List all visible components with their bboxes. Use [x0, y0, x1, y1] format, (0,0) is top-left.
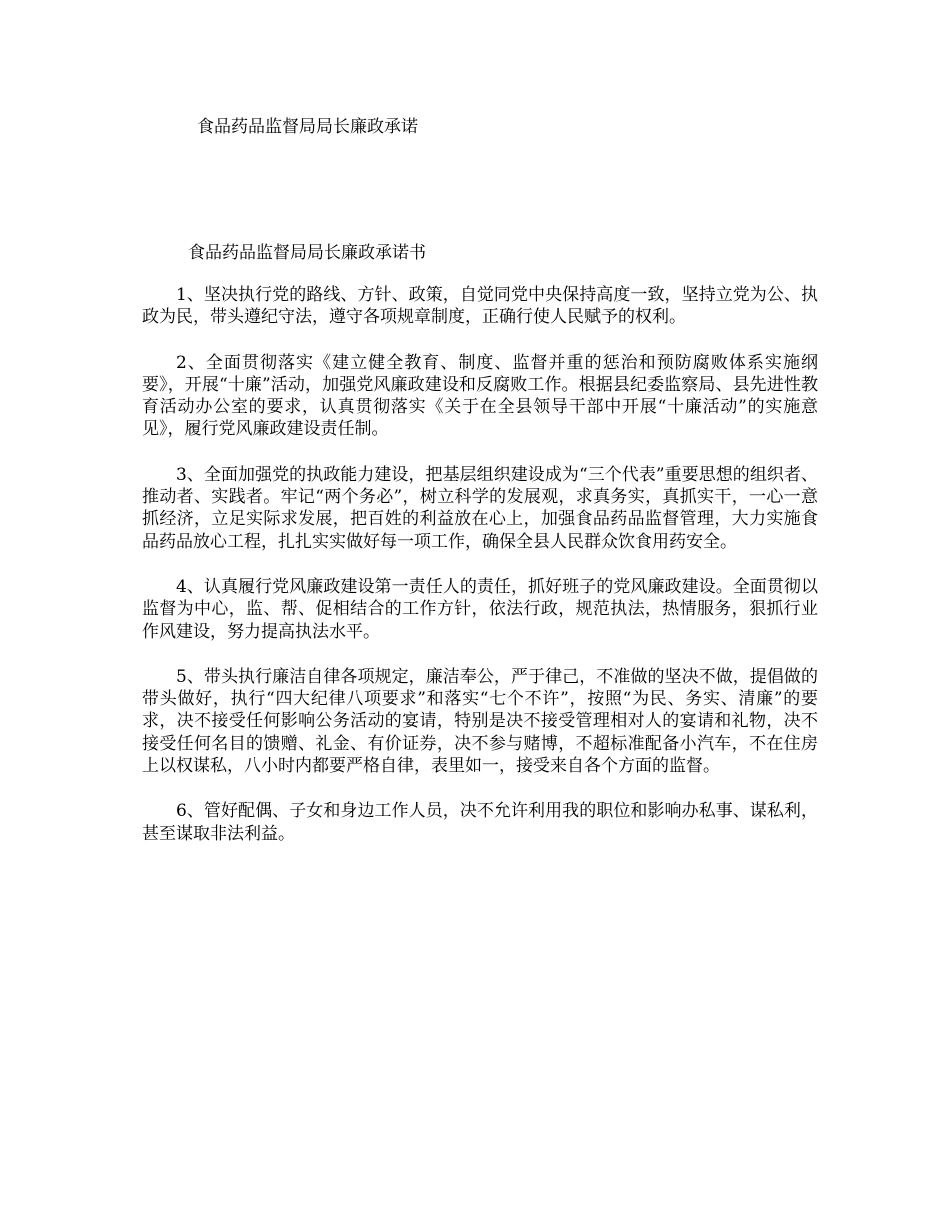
document-subtitle: 食品药品监督局局长廉政承诺书 [188, 243, 426, 263]
paragraph-6: 6、管好配偶、子女和身边工作人员，决不允许利用我的职位和影响办私事、谋私利，甚至谋取非法利益。 [142, 801, 818, 844]
paragraph-1: 1、坚决执行党的路线、方针、政策，自觉同党中央保持高度一致，坚持立党为公、执政为民，带头遵纪守法，遵守各项规章制度，正确行使人民赋予的权利。 [142, 285, 818, 328]
paragraph-4: 4、认真履行党风廉政建设第一责任人的责任，抓好班子的党风廉政建设。全面贯彻以监督为中心，监、帮、促相结合的工作方针，依法行政，规范执法，热情服务，狠抓行业作风建设，努力提高执法水平。 [142, 576, 818, 642]
document-body [142, 284, 818, 868]
paragraph-5: 5、带头执行廉洁自律各项规定，廉洁奉公，严于律己，不准做的坚决不做，提倡做的带头做好，执行“四大纪律八项要求”和落实“七个不许”，按照“为民、务实、清廉”的要求，决不接受任何影响公务活动的宴请，特别是决不接受管理相对人的宴请和礼物，决不接受任何名目的馈赠、礼金、有价证券，决不参与赌博，不超标准配备小汽车，不在住房上以权谋私，八小时内都要严格自律，表里如一，接受来自各个方面的监督。 [142, 666, 818, 777]
paragraph-2: 2、全面贯彻落实《建立健全教育、制度、监督并重的惩治和预防腐败体系实施纲要》，开展“十廉”活动，加强党风廉政建设和反腐败工作。根据县纪委监察局、县先进性教育活动办公室的要求，认真贯彻落实《关于在全县领导干部中开展“十廉活动”的实施意见》，履行党风廉政建设责任制。 [142, 352, 818, 440]
paragraph-3: 3、全面加强党的执政能力建设，把基层组织建设成为“三个代表”重要思想的组织者、推动者、实践者。牢记“两个务必”，树立科学的发展观，求真务实，真抓实干，一心一意抓经济，立足实际求发展，把百姓的利益放在心上，加强食品药品监督管理，大力实施食品药品放心工程，扎扎实实做好每一项工作，确保全县人民群众饮食用药安全。 [142, 464, 818, 552]
document-title: 食品药品监督局局长廉政承诺 [197, 117, 418, 137]
